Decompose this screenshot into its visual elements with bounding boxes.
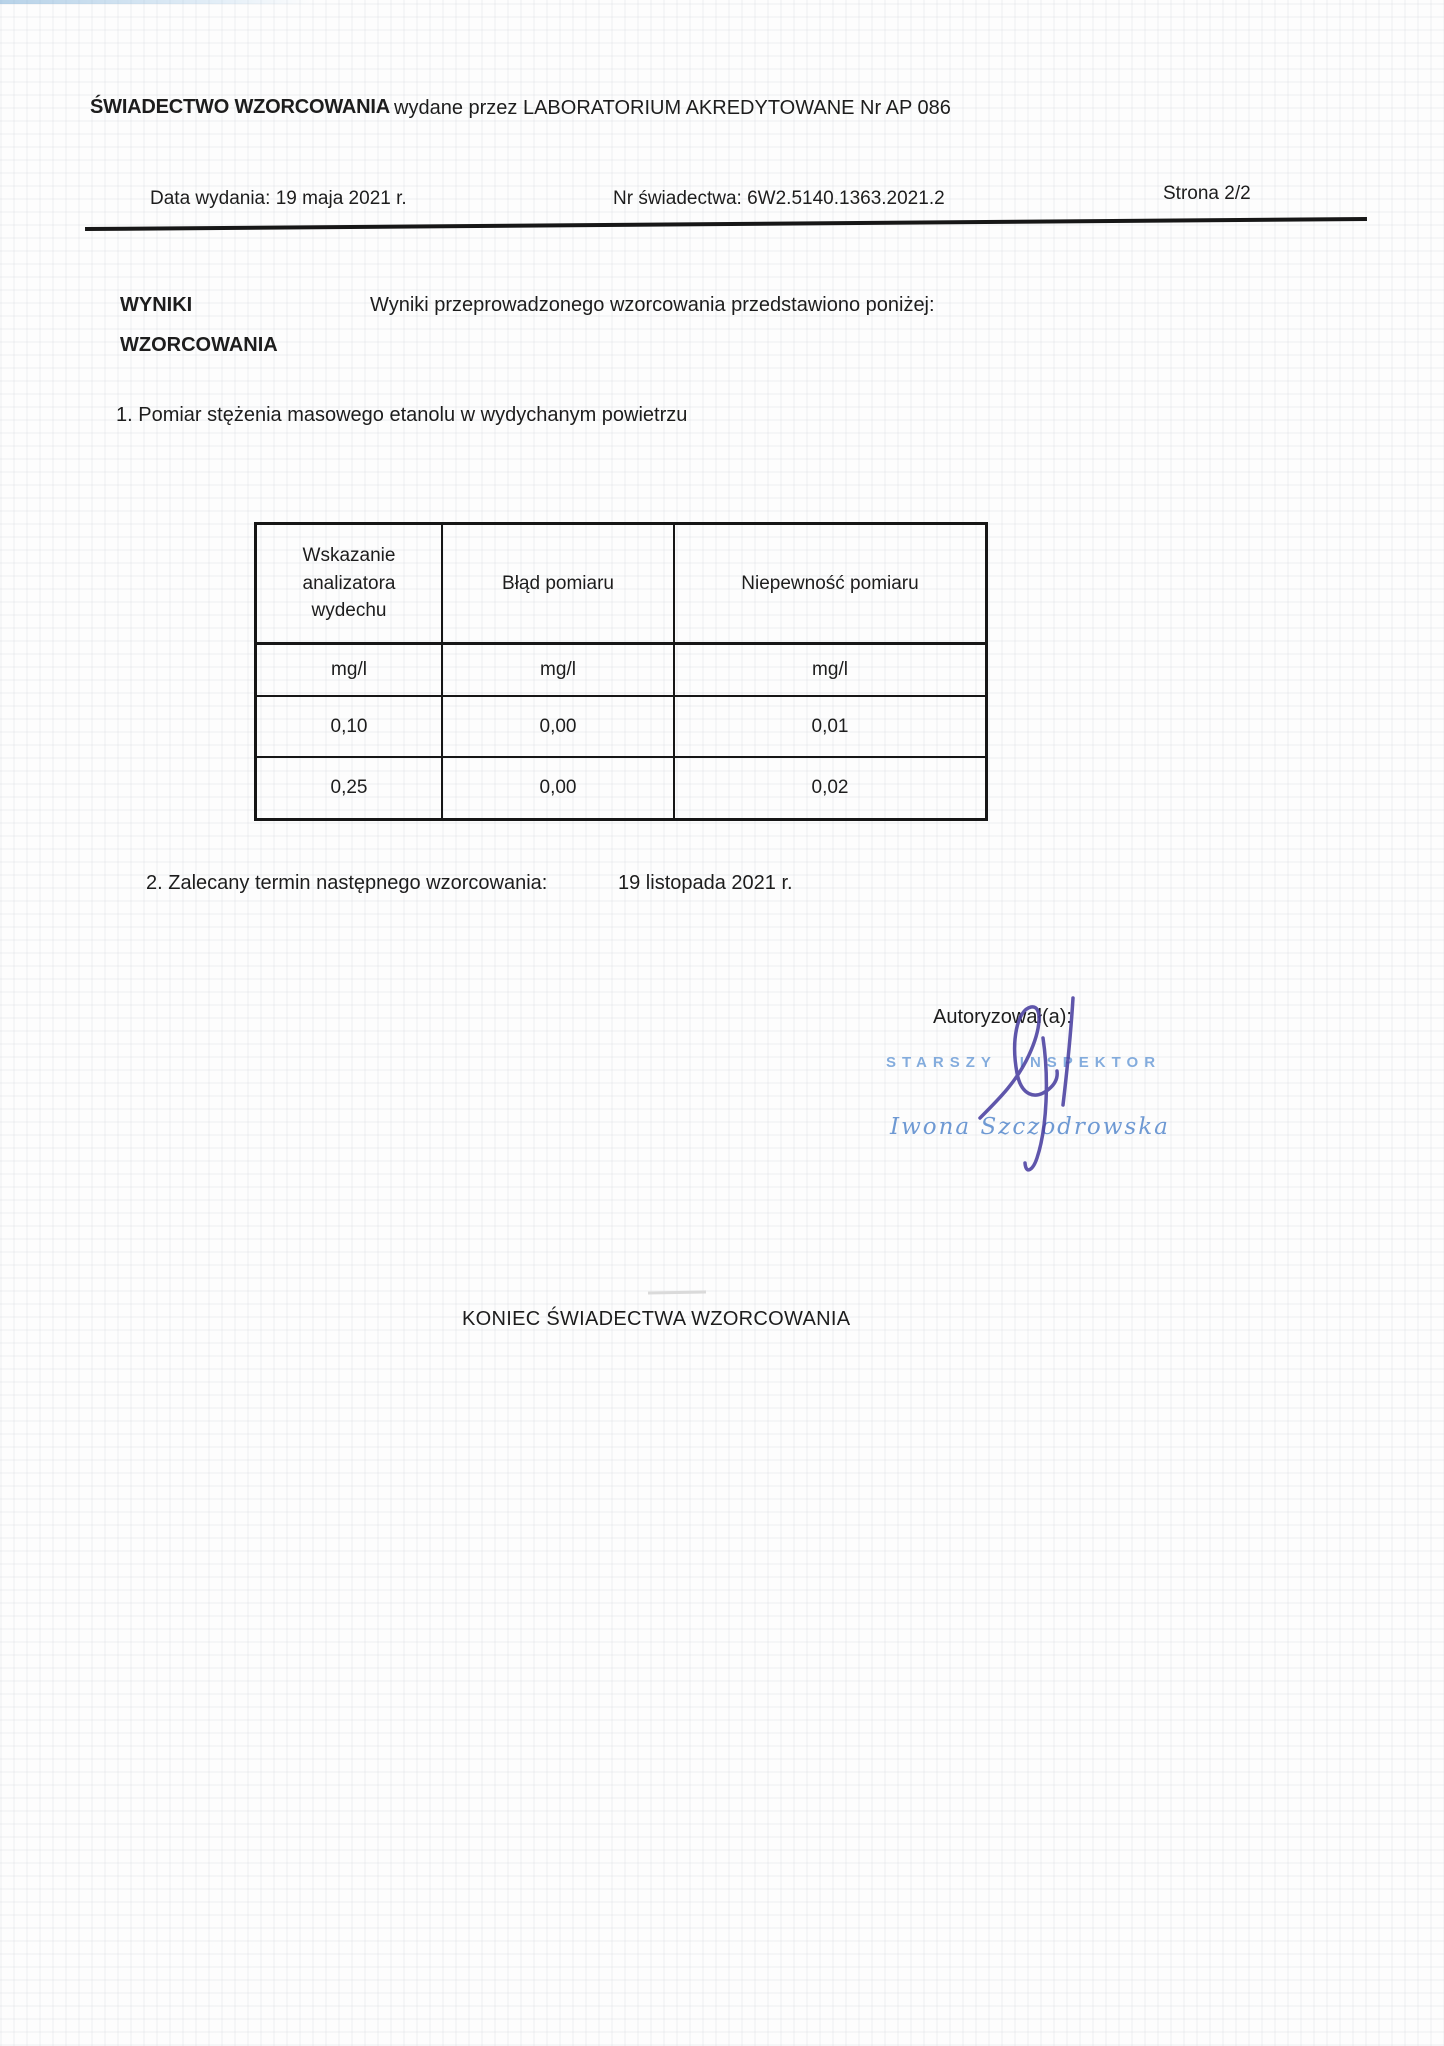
end-of-certificate-text: KONIEC ŚWIADECTWA WZORCOWANIA	[462, 1308, 851, 1330]
certificate-number-label: Nr świadectwa:	[613, 188, 742, 209]
table-unit-cell: mg/l	[443, 645, 675, 697]
table-header-uncertainty: Niepewność pomiaru	[675, 525, 985, 645]
table-value-cell: 0,02	[811, 777, 849, 799]
handwritten-signature	[955, 993, 1130, 1183]
stamp-role-text: STARSZY INSPEKTOR	[886, 1054, 1162, 1071]
scan-edge-artifact	[0, 0, 312, 4]
table-header-error: Błąd pomiaru	[443, 525, 675, 645]
table-value-cell: 0,00	[443, 758, 675, 818]
scan-smudge-artifact	[648, 1290, 706, 1294]
table-value-cell: 0,00	[443, 697, 675, 758]
header-divider	[85, 217, 1367, 231]
authorized-by-label: Autoryzował(a):	[933, 1006, 1072, 1028]
results-heading-line1: WYNIKI	[120, 294, 193, 316]
measurement-item-title: 1. Pomiar stężenia masowego etanolu w wydychanym powietrzu	[116, 404, 688, 426]
table-header-indication: Wskazanie analizatora wydechu	[257, 525, 443, 645]
stamp-name-text: Iwona Szczodrowska	[890, 1114, 1170, 1140]
next-calibration-date: 19 listopada 2021 r.	[618, 872, 793, 894]
next-calibration-label: 2. Zalecany termin następnego wzorcowania:	[146, 872, 548, 894]
results-heading-line2: WZORCOWANIA	[120, 334, 278, 356]
page-indicator: Strona 2/2	[1163, 183, 1251, 204]
table-value-cell: 0,25	[257, 758, 443, 818]
issued-by-text: wydane przez LABORATORIUM AKREDYTOWANE Nr AP 086	[394, 97, 951, 119]
calibration-results-table	[254, 522, 988, 821]
issue-date-value: 19 maja 2021 r.	[275, 188, 407, 209]
issue-date-line	[150, 188, 407, 210]
certificate-number-value: 6W2.5140.1363.2021.2	[747, 188, 945, 209]
table-unit-cell: mg/l	[675, 645, 985, 697]
table-unit-cell: mg/l	[257, 645, 443, 697]
table-value-cell: 0,01	[675, 697, 985, 758]
certificate-number-line	[613, 188, 945, 210]
table-value-cell: 0,10	[257, 697, 443, 758]
certificate-title: ŚWIADECTWO WZORCOWANIA	[90, 96, 391, 118]
results-intro: Wyniki przeprowadzonego wzorcowania przedstawiono poniżej:	[370, 294, 935, 316]
issue-date-label: Data wydania:	[150, 188, 271, 209]
